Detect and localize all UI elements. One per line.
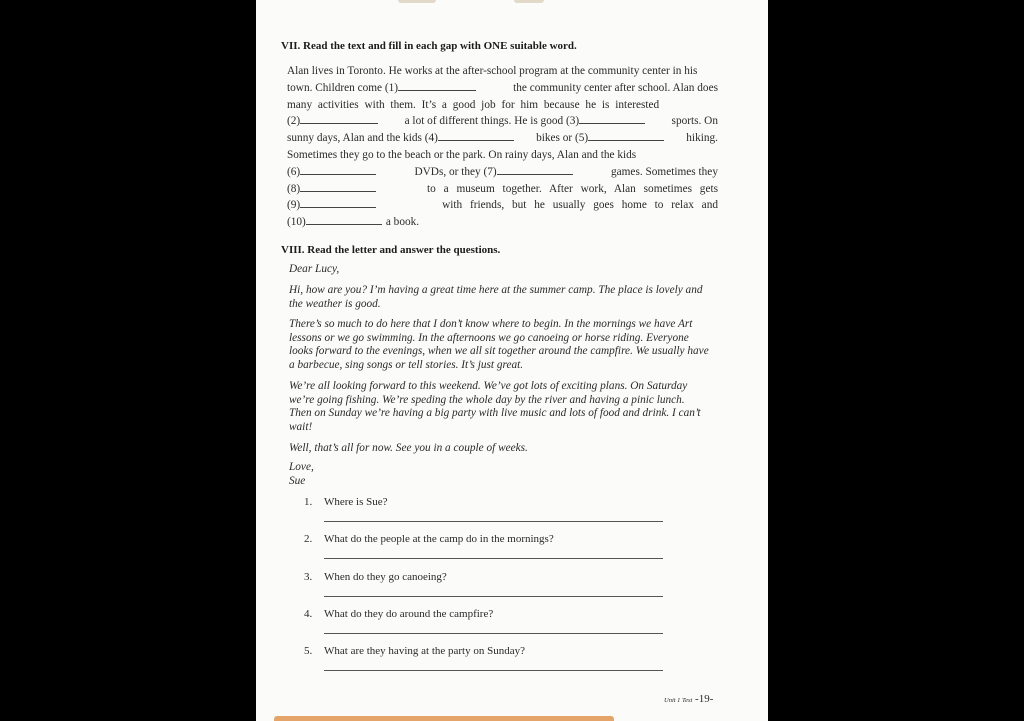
letter-paragraph: Hi, how are you? I’m having a great time here at the summer camp. The place is lovely and the weather is good.: [289, 284, 703, 310]
gap-3-blank[interactable]: [579, 113, 645, 124]
gap-6-blank[interactable]: [300, 164, 376, 175]
question: 1. Where is Sue?: [304, 496, 388, 508]
question: 3. When do they go canoeing?: [304, 571, 447, 583]
page-number: -19-: [695, 693, 714, 705]
passage-line: many activities with them. It’s a good job for him because he is interested: [287, 98, 660, 111]
gap-7-blank[interactable]: [497, 164, 573, 175]
unit-label: Unit 1 Test: [664, 697, 693, 704]
gap-1-blank[interactable]: [398, 80, 476, 91]
answer-line-2[interactable]: [324, 558, 663, 559]
section-vii-title: VII. Read the text and fill in each gap with ONE suitable word.: [281, 40, 577, 52]
gap-fill-passage: [287, 63, 718, 231]
paper-mark: [398, 0, 436, 3]
passage-line: town. Children come (1) the community center after school. Alan does: [287, 81, 718, 94]
passage-line: (10) a book.: [287, 216, 420, 229]
passage-line: Alan lives in Toronto. He works at the after-school program at the community center in his: [287, 65, 698, 77]
gap-8-blank[interactable]: [300, 181, 376, 192]
letter-paragraph: Well, that’s all for now. See you in a couple of weeks.: [289, 442, 528, 454]
answer-line-3[interactable]: [324, 596, 663, 597]
gap-10-blank[interactable]: [306, 214, 382, 225]
passage-line: sunny days, Alan and the kids (4) bikes or (5) hiking.: [287, 132, 718, 145]
question: 4. What do they do around the campfire?: [304, 608, 494, 620]
page-footer: [664, 693, 713, 705]
gap-2-blank[interactable]: [300, 113, 378, 124]
gap-4-blank[interactable]: [438, 130, 514, 141]
section-viii-title: VIII. Read the letter and answer the questions.: [281, 244, 501, 256]
passage-line: (8) to a museum together. After work, Alan sometimes gets: [287, 182, 718, 195]
answer-line-5[interactable]: [324, 670, 663, 671]
letter-signature: Sue: [289, 475, 306, 487]
question: 5. What are they having at the party on Sunday?: [304, 645, 525, 657]
gap-9-blank[interactable]: [300, 197, 376, 208]
letter-closing: Love,: [289, 461, 314, 473]
letter-paragraph: We’re all looking forward to this weekend. We’ve got lots of exciting plans. On Saturday we’re going fishing. We’re speding the whole day by the river and having a pinic lunch. Then on Sunday we’re having a big party with live music and lots of food and drink. I can’t wait!: [289, 380, 701, 433]
passage-line: (9) with friends, but he usually goes home to relax and: [287, 199, 718, 212]
passage-line: (2) a lot of different things. He is good (3) sports. On: [287, 115, 718, 128]
answer-line-1[interactable]: [324, 521, 663, 522]
paper-edge-mark: [274, 716, 614, 721]
gap-5-blank[interactable]: [588, 130, 664, 141]
letter-paragraph: There’s so much to do here that I don’t know where to begin. In the mornings we have Art lessons or we go swimming. In the afternoons we go canoeing or horse riding. Everyone looks forward to the evenings, when we all sit together around the campfire. We usually have a barbecue, sing songs or tell stories. It’s just great.: [289, 318, 709, 371]
passage-line: Sometimes they go to the beach or the park. On rainy days, Alan and the kids: [287, 148, 637, 161]
paper-mark: [514, 0, 544, 3]
question: 2. What do the people at the camp do in the mornings?: [304, 533, 554, 545]
worksheet-page: [256, 0, 768, 721]
answer-line-4[interactable]: [324, 633, 663, 634]
passage-line: (6) DVDs, or they (7) games. Sometimes they: [287, 165, 718, 178]
letter-salutation: Dear Lucy,: [289, 263, 340, 275]
